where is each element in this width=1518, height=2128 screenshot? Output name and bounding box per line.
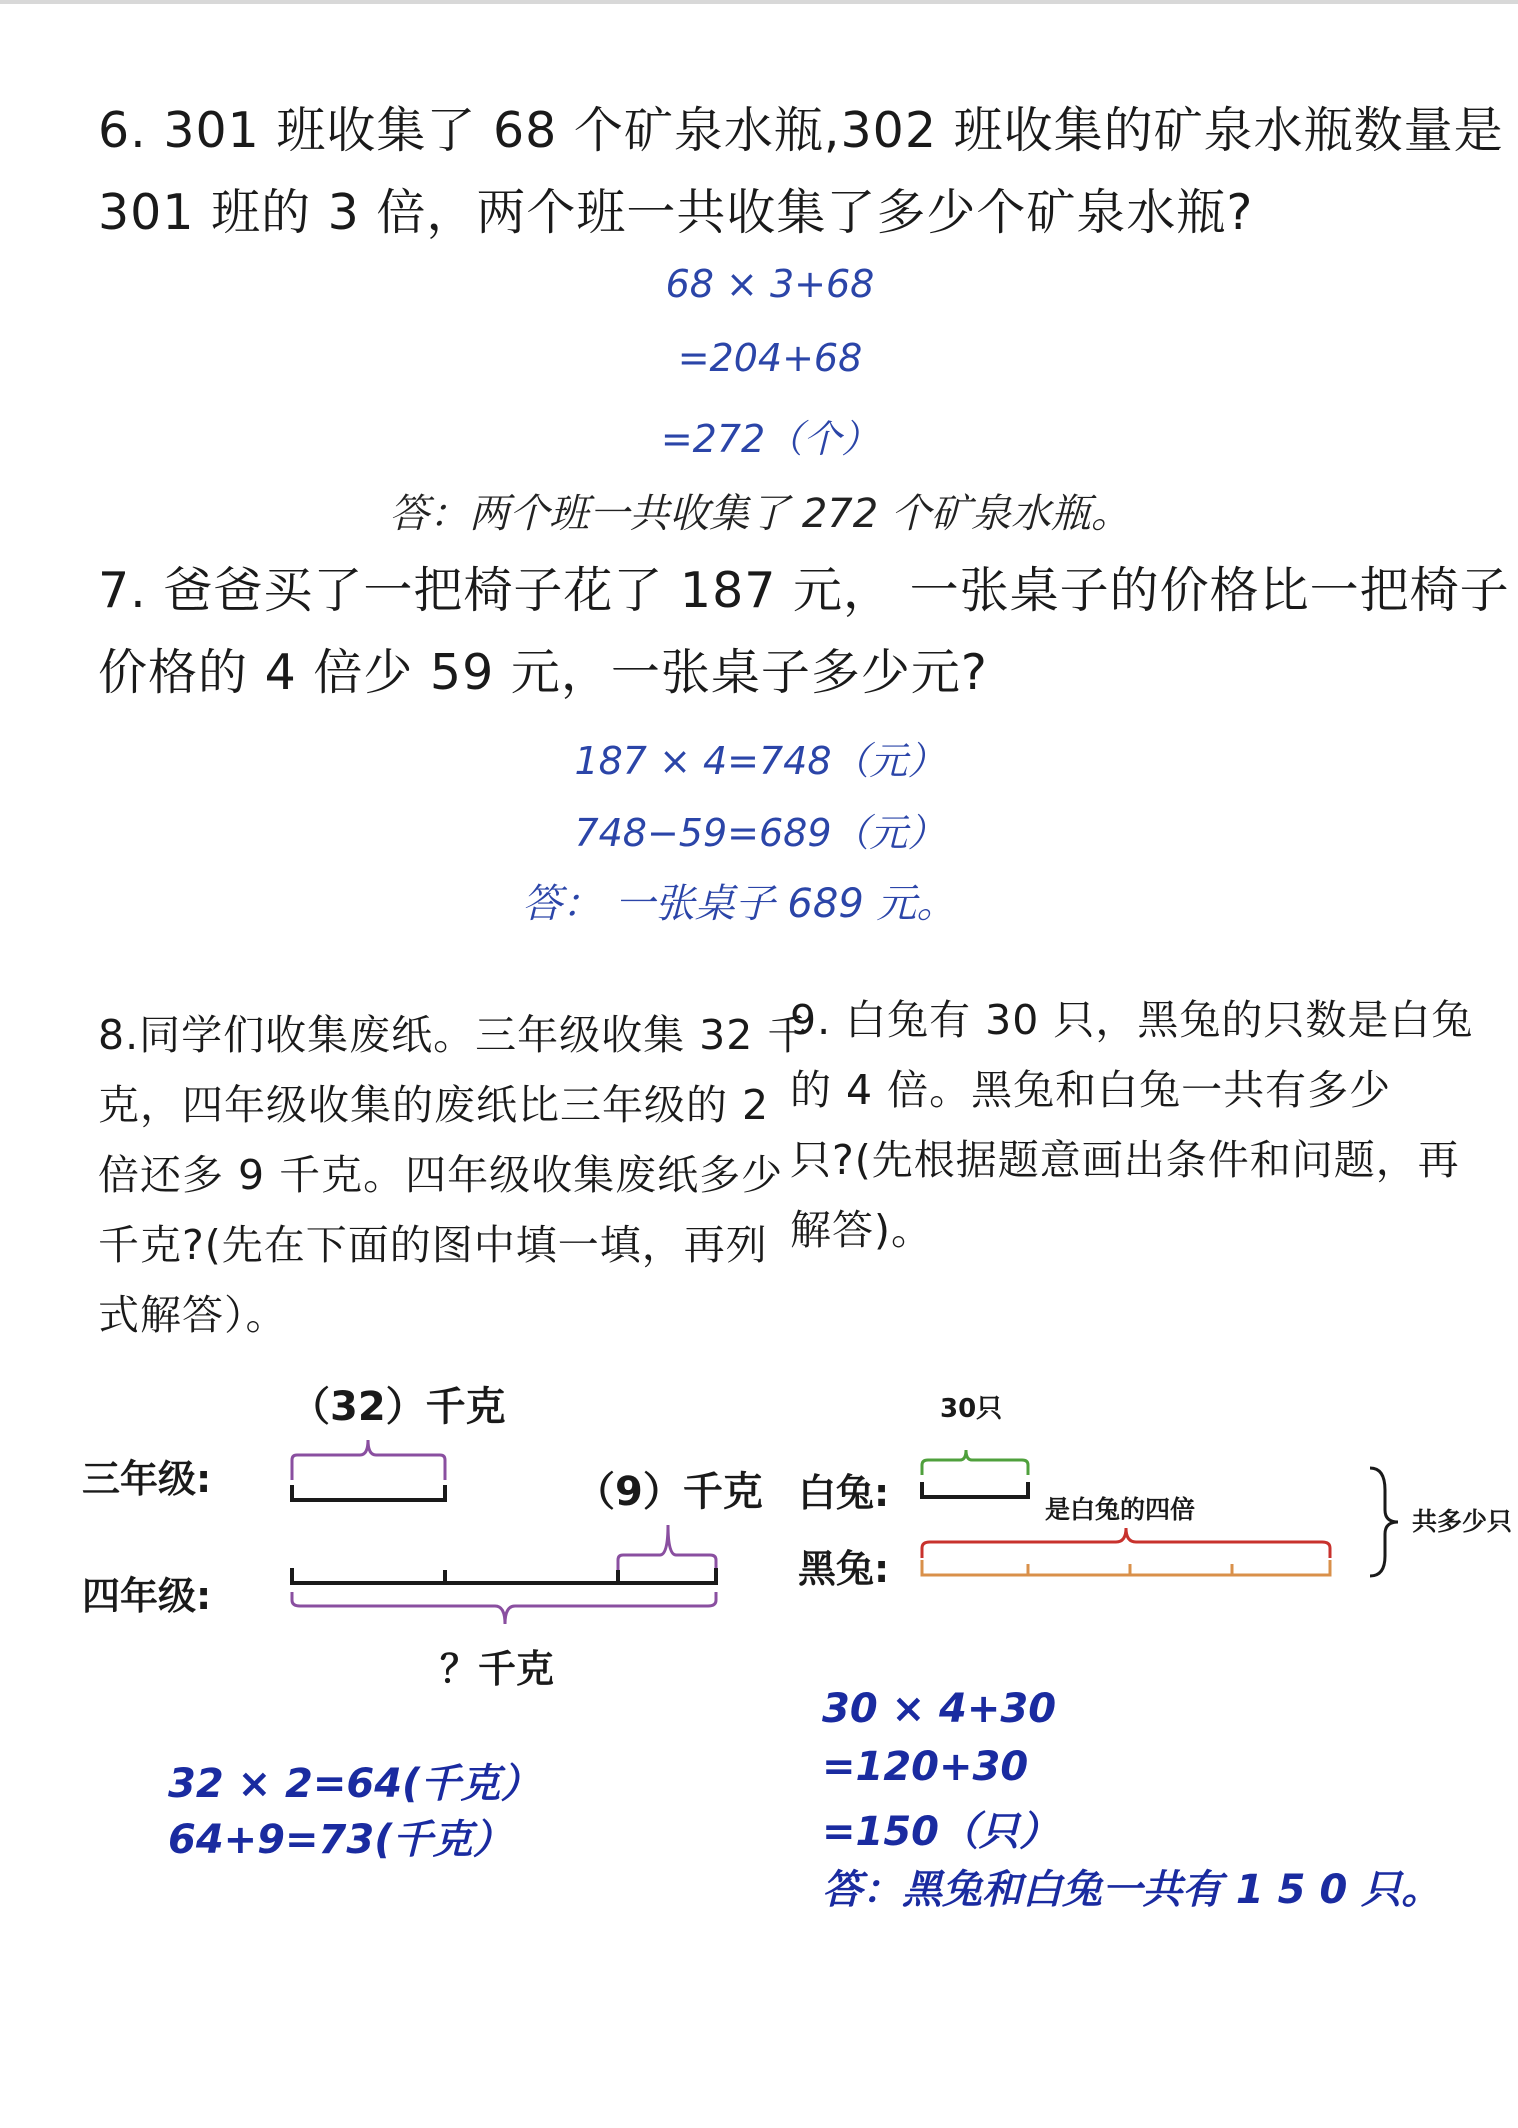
q9-brace-4x	[922, 1528, 1330, 1558]
q9-label-total: 共多少只	[1412, 1507, 1513, 1536]
q7-line1: 7. 爸爸买了一把椅子花了 187 元， 一张桌子的价格比一把椅子	[98, 562, 1510, 619]
q8-row-grade3: 三年级:	[82, 1457, 212, 1501]
q8-brace-9	[618, 1525, 716, 1578]
q8-work-1: 32 × 2=64(千克）	[168, 1761, 541, 1807]
q8-line3: 倍还多 9 千克。四年级收集废纸多少	[98, 1151, 784, 1199]
q8-brace-32	[292, 1440, 445, 1480]
q8-line5: 式解答）。	[98, 1291, 288, 1339]
q8-label-total: ？千克	[440, 1647, 555, 1691]
q9-work-3: =150（只）	[822, 1809, 1060, 1855]
q9-work-1: 30 × 4+30	[822, 1686, 1057, 1732]
q6-answer: 答：两个班一共收集了 272 个矿泉水瓶。	[389, 491, 1131, 537]
q9-line1: 9. 白兔有 30 只，黑兔的只数是白兔	[790, 996, 1474, 1044]
q6-work-3: =272（个）	[660, 417, 880, 461]
q9-line4: 解答)。	[790, 1206, 933, 1254]
q9-row-white: 白兔:	[798, 1471, 890, 1515]
q6-work-1: 68 × 3+68	[665, 262, 875, 306]
q9-label-30: 30只	[940, 1394, 1003, 1424]
q8-label-32: （32）千克	[290, 1384, 506, 1430]
q6-work-2: =204+68	[677, 336, 863, 380]
q9-row-black: 黑兔:	[798, 1547, 890, 1591]
q8-bar-grade3	[292, 1485, 445, 1500]
q7-work-2: 748−59=689（元）	[574, 811, 946, 855]
q8-bar-grade4	[292, 1568, 716, 1583]
q9-bar-black	[922, 1560, 1330, 1575]
q8-line1: 8.同学们收集废纸。三年级收集 32 千	[98, 1011, 810, 1059]
q9-label-4x: 是白兔的四倍	[1045, 1495, 1196, 1524]
q9-line3: 只?(先根据题意画出条件和问题，再	[790, 1136, 1460, 1184]
q8-work-2: 64+9=73(千克）	[168, 1817, 513, 1863]
q6-line2: 301 班的 3 倍，两个班一共收集了多少个矿泉水瓶?	[98, 184, 1254, 241]
q7-line2: 价格的 4 倍少 59 元，一张桌子多少元?	[98, 644, 988, 701]
q9-bar-white	[922, 1482, 1028, 1497]
q6-line1: 6. 301 班收集了 68 个矿泉水瓶,302 班收集的矿泉水瓶数量是	[98, 102, 1504, 159]
q8-line2: 克，四年级收集的废纸比三年级的 2	[98, 1081, 770, 1129]
q8-row-grade4: 四年级:	[82, 1574, 212, 1618]
q8-brace-total	[292, 1592, 716, 1624]
q9-work-2: =120+30	[822, 1744, 1029, 1790]
q9-brace-total	[1370, 1468, 1398, 1576]
q8-label-9: （9）千克	[575, 1469, 763, 1515]
q7-work-1: 187 × 4=748（元）	[574, 739, 946, 783]
q9-answer: 答：黑兔和白兔一共有 1 5 0 只。	[822, 1867, 1442, 1913]
q9-line2: 的 4 倍。黑兔和白兔一共有多少	[790, 1066, 1392, 1114]
q8-line4: 千克?(先在下面的图中填一填，再列	[98, 1221, 768, 1269]
q9-brace-30	[922, 1450, 1028, 1475]
q7-answer: 答： 一张桌子 689 元。	[522, 881, 957, 927]
